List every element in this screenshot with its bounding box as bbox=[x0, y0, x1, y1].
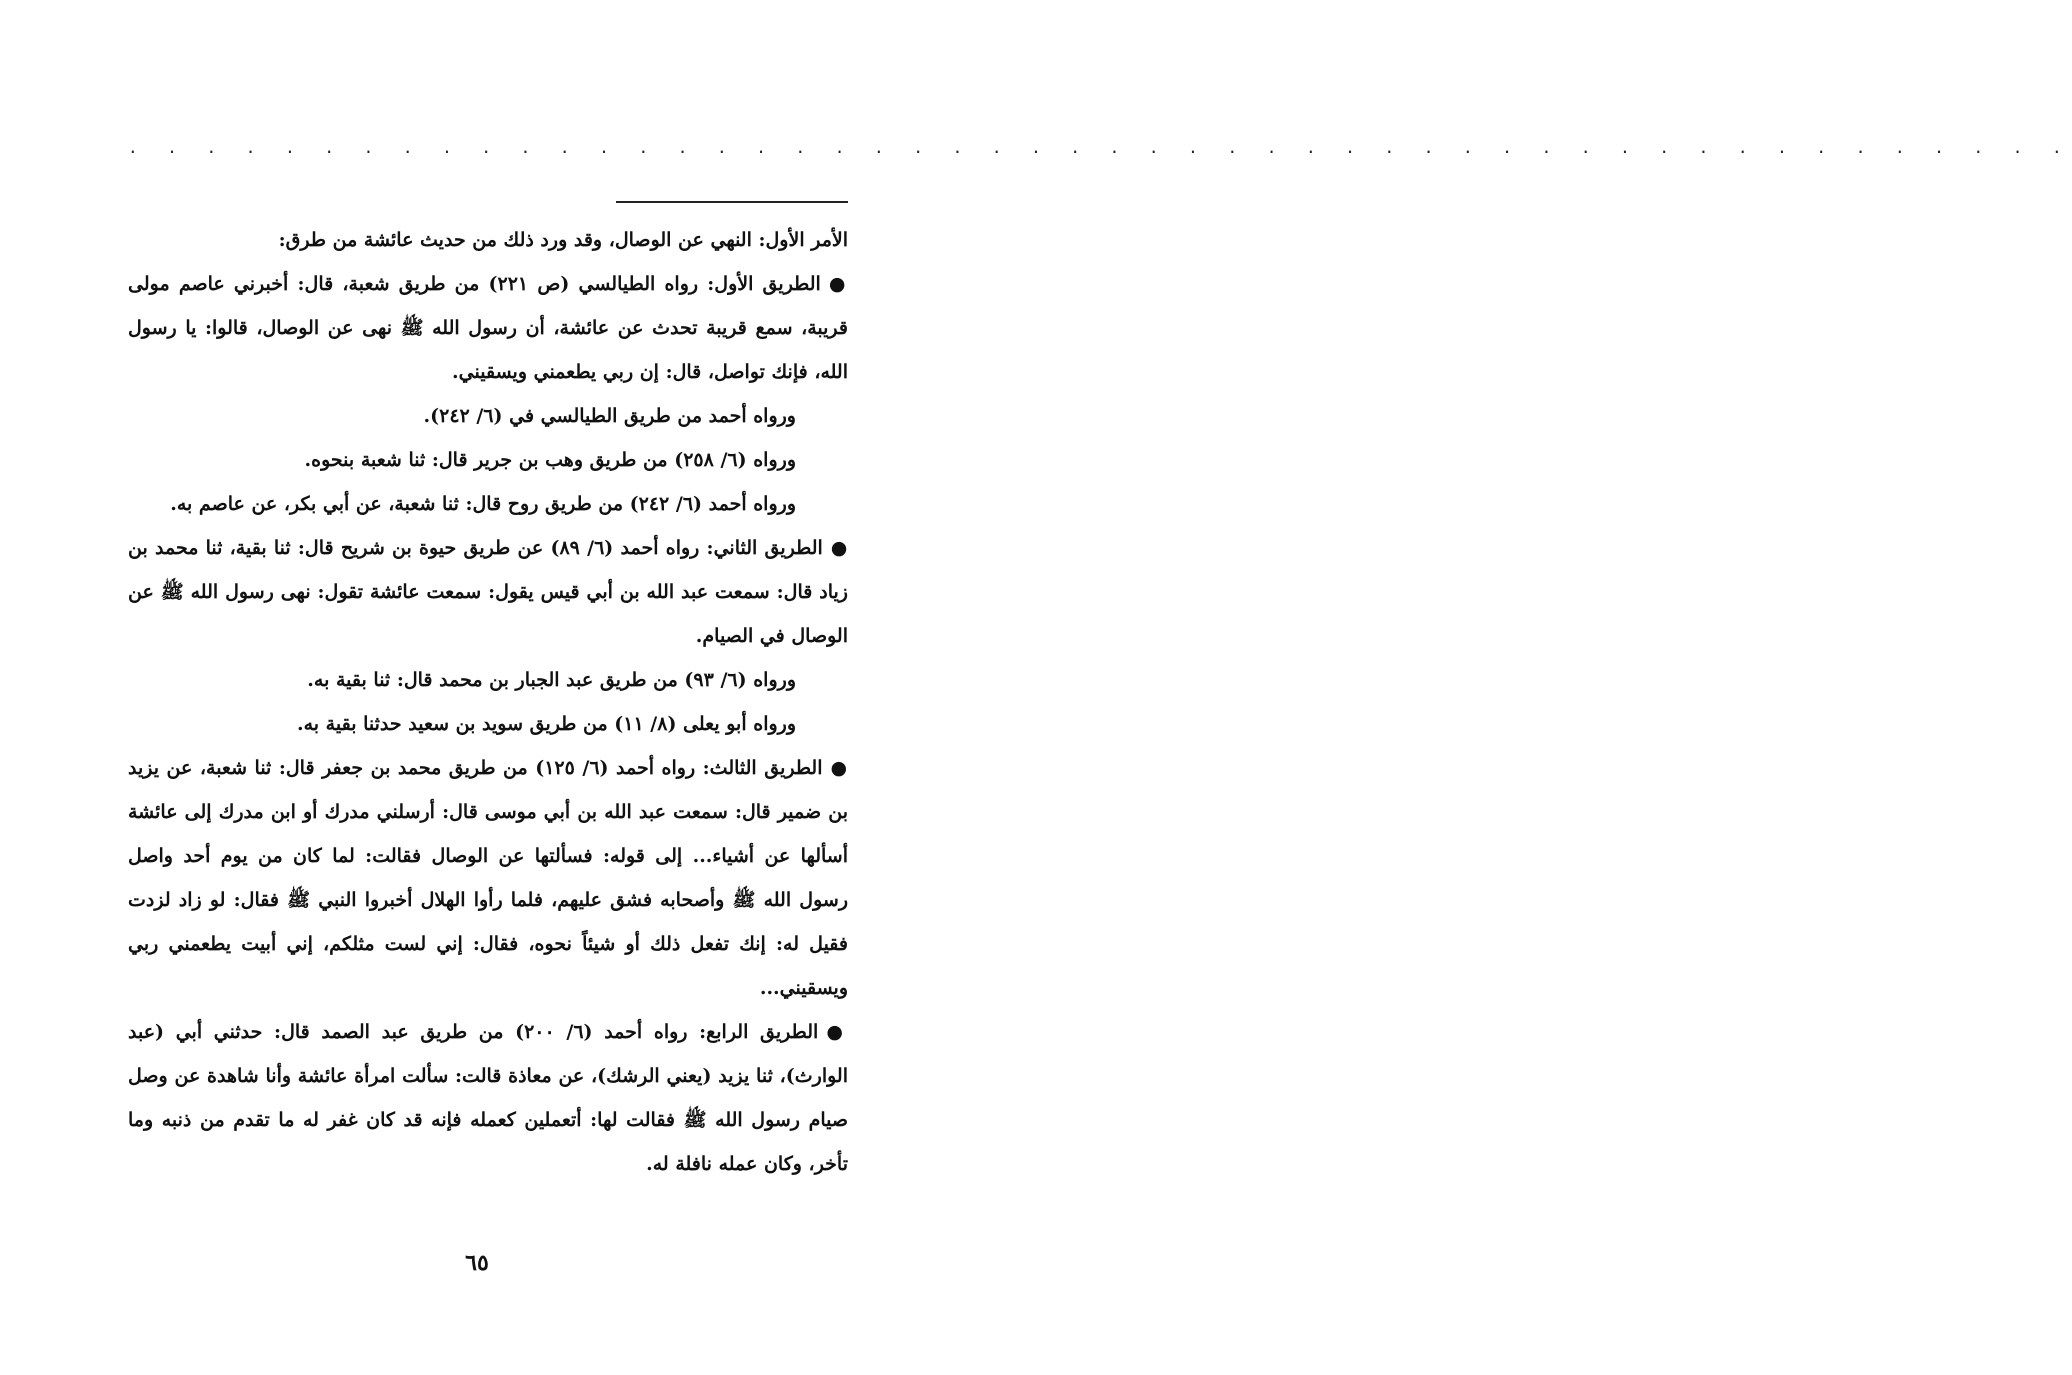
paragraph bbox=[128, 218, 848, 262]
footnote-rule bbox=[616, 201, 848, 203]
paragraph bbox=[128, 394, 848, 438]
page-number: ٦٥ bbox=[465, 1250, 489, 1276]
paragraph-text: الطريق الرابع: رواه أحمد (٦/ ٢٠٠) من طريق عبد الصمد قال: حدثني أبي (عبد الوارث)، ثنا يزيد (يعني الرشك)، عن معاذة قالت: سألت امرأة عائشة وأنا شاهدة عن وصل صيام رسول الله ﷺ فقالت لها: أتعملين كعمله فإنه قد كان غفر له ما تقدم من ذنبه وما تأخر، وكان عمله نافلة له. bbox=[128, 1021, 848, 1175]
paragraph-text: الطريق الثالث: رواه أحمد (٦/ ١٢٥) من طريق محمد بن جعفر قال: ثنا شعبة، عن يزيد بن ضمير قال: سمعت عبد الله بن أبي موسى قال: أرسلني مدرك أو ابن مدرك إلى عائشة أسألها عن أشياء... إلى قوله: فسألتها عن الوصال فقالت: لما كان من يوم أحد واصل رسول الله ﷺ وأصحابه فشق عليهم، فلما رأوا الهلال أخبروا النبي ﷺ فقال: لو زاد لزدت فقيل له: إنك تفعل ذلك أو شيئاً نحوه، فقال: إني لست مثلكم، إني أبيت يطعمني ربي ويسقيني... bbox=[128, 757, 848, 999]
bullet-icon: ● bbox=[826, 1021, 848, 1043]
dotted-separator: . . . . . . . . . . . . . . . . . . . . . . . . . . . . . . . . . . . . . . . . . . . . . . . . . . bbox=[128, 138, 2072, 157]
paragraph bbox=[128, 658, 848, 702]
paragraph bbox=[128, 482, 848, 526]
page-body bbox=[128, 218, 848, 1186]
paragraph-text: ورواه أحمد (٦/ ٢٤٢) من طريق روح قال: ثنا شعبة، عن أبي بكر، عن عاصم به. bbox=[170, 493, 796, 515]
bullet-icon: ● bbox=[830, 537, 848, 559]
paragraph-text: ورواه أبو يعلى (٨/ ١١) من طريق سويد بن سعيد حدثنا بقية به. bbox=[296, 713, 796, 735]
paragraph-text: الأمر الأول: النهي عن الوصال، وقد ورد ذلك من حديث عائشة من طرق: bbox=[278, 229, 848, 251]
paragraph bbox=[128, 262, 848, 394]
paragraph-text: ورواه أحمد من طريق الطيالسي في (٦/ ٢٤٢). bbox=[423, 405, 796, 427]
paragraph-text: الطريق الثاني: رواه أحمد (٦/ ٨٩) عن طريق حيوة بن شريح قال: ثنا بقية، ثنا محمد بن زياد قال: سمعت عبد الله بن أبي قيس يقول: سمعت عائشة تقول: نهى رسول الله ﷺ عن الوصال في الصيام. bbox=[128, 537, 848, 647]
paragraph bbox=[128, 526, 848, 658]
paragraph bbox=[128, 702, 848, 746]
paragraph-text: الطريق الأول: رواه الطيالسي (ص ٢٢١) من طريق شعبة، قال: أخبرني عاصم مولى قريبة، سمع قريبة تحدث عن عائشة، أن رسول الله ﷺ نهى عن الوصال، قالوا: يا رسول الله، فإنك تواصل، قال: إن ربي يطعمني ويسقيني. bbox=[128, 273, 848, 383]
paragraph bbox=[128, 1010, 848, 1186]
paragraph bbox=[128, 746, 848, 1010]
bullet-icon: ● bbox=[828, 273, 849, 295]
paragraph bbox=[128, 438, 848, 482]
paragraph-text: ورواه (٦/ ٩٣) من طريق عبد الجبار بن محمد قال: ثنا بقية به. bbox=[307, 669, 796, 691]
bullet-icon: ● bbox=[830, 757, 848, 779]
paragraph-text: ورواه (٦/ ٢٥٨) من طريق وهب بن جرير قال: ثنا شعبة بنحوه. bbox=[304, 449, 796, 471]
